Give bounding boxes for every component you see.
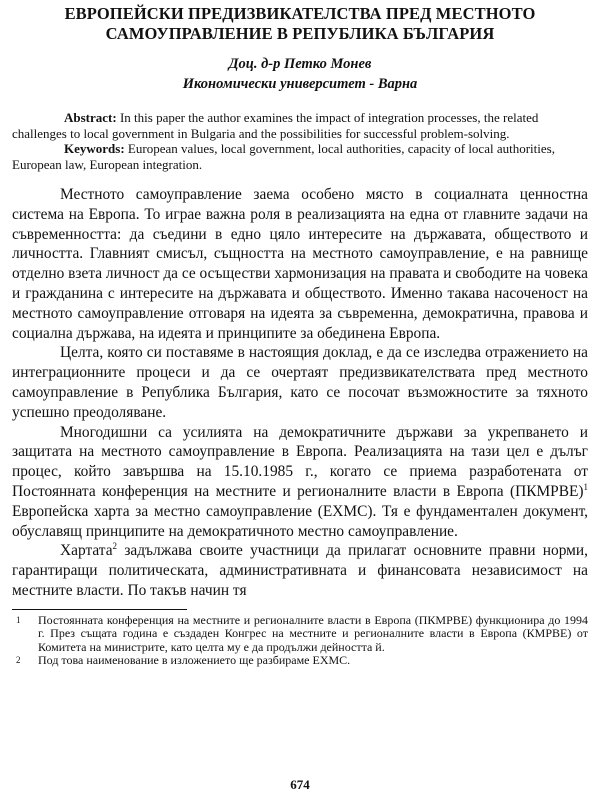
body-paragraph-1: Местното самоуправление заема особено място в социалната ценностна система на Европа. То играе важна роля в реализацията на една от главните задачи на съвременността: да съедини в едно цяло интересите на държавата, обществото и личността. Главният смисъл, същността на местното самоуправление, е на равнище отделно взета личност да се осъществи хармонизация на правата и свободите на човека и гражданина с интересите на държавата и обществото. Именно такава насоченост на местното самоуправление отговаря на идеята за съвременна, демократична, правова и социална държава, на идеята и принципите за обединена Европа. bbox=[12, 186, 588, 342]
page-number: 674 bbox=[290, 777, 310, 792]
keywords-label: Keywords: bbox=[64, 141, 125, 156]
abstract-label: Abstract: bbox=[64, 110, 117, 125]
body-paragraph-3 bbox=[12, 423, 588, 542]
title-line-1: ЕВРОПЕЙСКИ ПРЕДИЗВИКАТЕЛСТВА ПРЕД МЕСТНОТО bbox=[64, 4, 536, 23]
footnote-1 bbox=[12, 614, 588, 654]
author-affiliation: Икономически университет - Варна bbox=[182, 76, 418, 92]
footnotes bbox=[12, 614, 588, 668]
title-line-2: САМОУПРАВЛЕНИЕ В РЕПУБЛИКА БЪЛГАРИЯ bbox=[105, 24, 495, 43]
keywords-paragraph bbox=[12, 141, 588, 172]
footnote-text: Под това наименование в изложението ще разбираме ЕХМС. bbox=[38, 652, 351, 667]
body-paragraph-4-part-b: задължава своите участници да прилагат основните правни норми, гарантиращи политическата, административната и финансовата независимост на местните власти. По такъв начин тя bbox=[12, 542, 588, 599]
footnote-number: 2 bbox=[16, 654, 21, 665]
body-paragraph-2: Целта, която си поставяме в настоящия доклад, е да се изследва отражението на интеграционните процеси и да се очертаят предизвикателствата пред местното самоуправление в Република България, като се посочат възможностите за тяхното успешно преодоляване. bbox=[12, 344, 588, 421]
footnote-2 bbox=[12, 654, 588, 667]
author-block bbox=[12, 54, 588, 94]
abstract-text: In this paper the author examines the impact of integration processes, the related challenges to local government in Bulgaria and the possibilities for successful problem-solving. bbox=[12, 110, 539, 141]
body-paragraph-3-part-a: Многодишни са усилията на демократичните държави за укрепването и защитата на местното самоуправление в Европа. Реализацията на тази цел е дълъг процес, който завършва на 15.10.1985 г., когато се приема разработената от Постоянната конференция на местните и регионалните власти в Европа (ПКМРВЕ) bbox=[12, 423, 588, 500]
footnote-separator bbox=[12, 609, 187, 610]
footnote-text: Постоянната конференция на местните и регионалните власти в Европа (ПКМРВЕ) функционира до 1994 г. През същата година е създаден Конгрес на местните и регионалните власти в Европа (КМРВЕ) от Комитета на министрите, като целта му е да продължи дейността й. bbox=[38, 612, 588, 654]
abstract-block bbox=[12, 110, 588, 172]
footnote-ref-2: 2 bbox=[112, 541, 118, 552]
body-text bbox=[12, 185, 588, 601]
abstract-paragraph bbox=[12, 110, 588, 141]
paper-title bbox=[12, 4, 588, 44]
body-paragraph-4-part-a: Хартата bbox=[60, 542, 113, 560]
keywords-text: European values, local government, local authorities, capacity of local authorities, European law, European integration. bbox=[12, 141, 555, 172]
footnote-number: 1 bbox=[16, 614, 21, 625]
body-paragraph-3-part-b: Европейска харта за местно самоуправление (ЕХМС). Тя е фундаментален документ, обуславящ принципите на демократичното местно самоуправление. bbox=[12, 502, 588, 540]
author-name: Доц. д-р Петко Монев bbox=[228, 56, 372, 72]
body-paragraph-4 bbox=[12, 541, 588, 600]
footnote-ref-1: 1 bbox=[583, 481, 588, 492]
